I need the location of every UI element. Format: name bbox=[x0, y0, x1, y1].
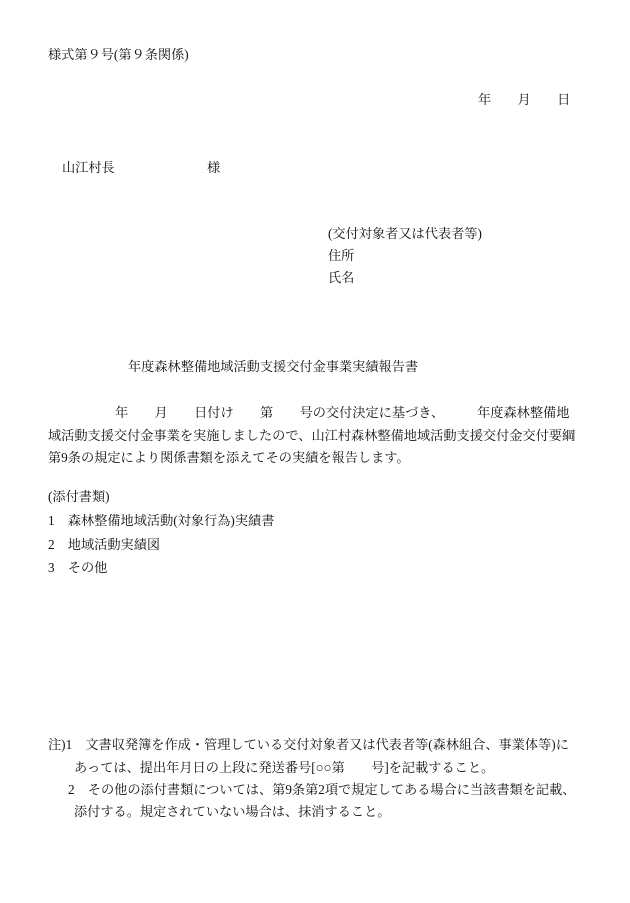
form-number: 様式第９号(第９条関係) bbox=[48, 47, 189, 62]
note-line: 注)1 文書収発簿を作成・管理している交付対象者又は代表者等(森林組合、事業体等)に bbox=[48, 737, 569, 752]
note-line: 2 その他の添付書類については、第9条第2項で規定してある場合に当該書類を記載、 bbox=[68, 782, 576, 797]
applicant-address-label: 住所 bbox=[328, 248, 355, 263]
applicant-name-label: 氏名 bbox=[328, 270, 355, 285]
body-line: 域活動支援交付金事業を実施しましたので、山江村森林整備地域活動支援交付金交付要綱 bbox=[48, 428, 576, 443]
note-line: 添付する。規定されていない場合は、抹消すること。 bbox=[74, 804, 391, 819]
note-line: あっては、提出年月日の上段に発送番号[○○第 号]を記載すること。 bbox=[74, 760, 495, 775]
addressee-name: 山江村長 bbox=[62, 160, 115, 175]
body-line: 年 月 日付け 第 号の交付決定に基づき、 年度森林整備地 bbox=[115, 405, 570, 420]
date-line: 年 月 日 bbox=[478, 92, 571, 107]
attachment-item: 2 地域活動実績図 bbox=[48, 537, 161, 552]
attachment-item: 1 森林整備地域活動(対象行為)実績書 bbox=[48, 513, 275, 528]
addressee-honorific: 様 bbox=[207, 160, 221, 175]
document-title: 年度森林整備地域活動支援交付金事業実績報告書 bbox=[128, 359, 419, 374]
attachments-heading: (添付書類) bbox=[48, 489, 110, 504]
attachment-item: 3 その他 bbox=[48, 560, 108, 575]
body-line: 第9条の規定により関係書類を添えてその実績を報告します。 bbox=[48, 450, 410, 465]
applicant-label: (交付対象者又は代表者等) bbox=[328, 226, 482, 241]
